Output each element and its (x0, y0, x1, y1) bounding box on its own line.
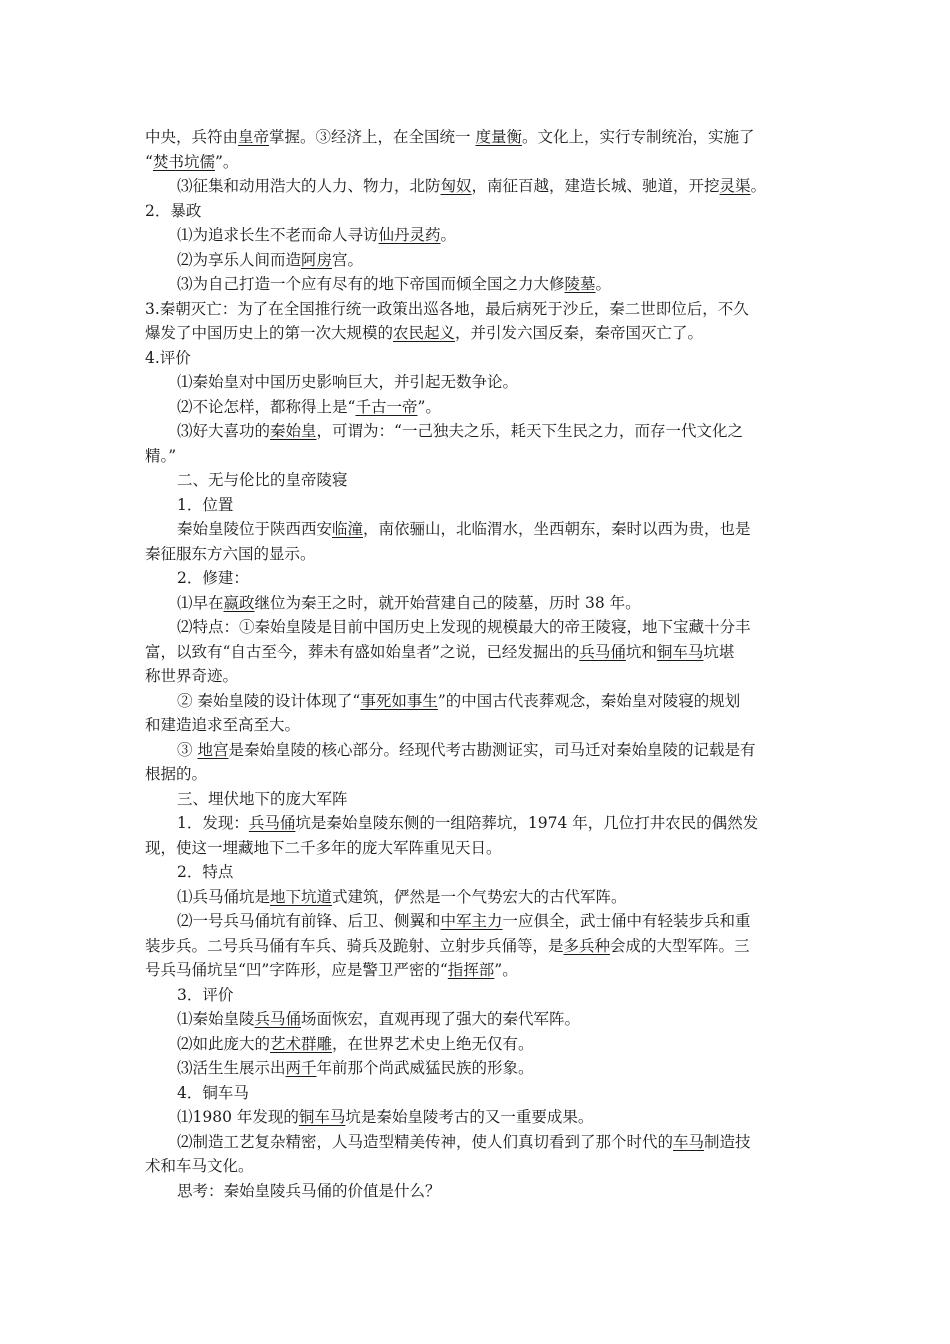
underlined-answer: 阿房 (301, 250, 333, 269)
text-line: 秦征服东方六国的显示。 (145, 544, 316, 563)
section-heading: 2．修建： (177, 569, 249, 587)
underlined-answer: 千古一帝 (355, 397, 418, 416)
section-heading: 4.评价 (145, 348, 191, 367)
underlined-answer: 中军主力 (440, 912, 503, 930)
underlined-answer: 兵马俑 (254, 1010, 302, 1028)
text-line: 称世界奇迹。 (145, 667, 239, 685)
underlined-answer: 铜车马 (656, 642, 704, 661)
text-line: 爆发了中国历史上的第一次大规模的农民起义，并引发六国反秦，秦帝国灭亡了。 (145, 324, 704, 342)
underlined-answer: 兵马俑 (248, 814, 296, 832)
text-line: 1．发现：兵马俑坑是秦始皇陵东侧的一组陪葬坑，1974 年，几位打井农民的偶然发 (177, 814, 759, 832)
text-line: 秦始皇陵位于陕西西安临潼，南依骊山，北临渭水，坐西朝东，秦时以西为贵，也是 (177, 520, 751, 538)
underlined-answer: 度量衡 (475, 128, 522, 146)
underlined-answer: 地下坑道 (270, 887, 333, 906)
text-line: “焚书坑儒”。 (145, 152, 239, 171)
question-line: 思考：秦始皇陵兵马俑的价值是什么？ (177, 1181, 441, 1200)
text-line: ⑴早在嬴政继位为秦王之时，就开始营建自己的陵墓，历时 38 年。 (177, 593, 641, 612)
text-line: 富，以致有“自古至今，葬未有盛如始皇者”之说，已经发掘出的兵马俑坑和铜车马坑堪 (145, 642, 735, 661)
text-line: 3.秦朝灭亡：为了在全国推行统一政策出巡各地，最后病死于沙丘，秦二世即位后，不久 (145, 299, 749, 318)
underlined-answer: 匈奴 (440, 177, 472, 195)
underlined-answer: 灵渠 (719, 177, 751, 195)
section-heading: 2．特点 (177, 863, 234, 881)
text-line: ③ 地宫是秦始皇陵的核心部分。经现代考古勘测证实，司马迁对秦始皇陵的记载是有 (177, 740, 756, 759)
text-line: ⑵为享乐人间而造阿房宫。 (177, 250, 364, 269)
text-line: ② 秦始皇陵的设计体现了“事死如事生”的中国古代丧葬观念，秦始皇对陵寝的规划 (177, 691, 741, 710)
text-line: ⑶好大喜功的秦始皇，可谓为：“一己独夫之乐，耗天下生民之力，而存一代文化之 (177, 422, 743, 440)
underlined-answer: 嬴政 (223, 593, 255, 612)
section-heading: 三、埋伏地下的庞大军阵 (177, 789, 348, 808)
section-heading: 3．评价 (177, 985, 234, 1004)
text-line: ⑵一号兵马俑坑有前锋、后卫、侧翼和中军主力一应俱全，武士俑中有轻装步兵和重 (177, 912, 751, 930)
text-line: ⑴兵马俑坑是地下坑道式建筑，俨然是一个气势宏大的古代军阵。 (177, 887, 627, 906)
text-line: ⑵如此庞大的艺术群雕，在世界艺术史上绝无仅有。 (177, 1034, 534, 1053)
underlined-answer: 兵马俑 (579, 642, 626, 661)
text-line: ⑴为追求长生不老而命人寻访仙丹灵药。 (177, 226, 457, 244)
underlined-answer: 皇帝 (238, 128, 270, 146)
document-body (145, 125, 813, 1203)
underlined-answer: 陵墓 (564, 275, 596, 293)
underlined-answer: 两千 (285, 1059, 317, 1077)
underlined-answer: 指挥部 (447, 961, 495, 979)
text-line: ⑴秦始皇陵兵马俑场面恢宏，直观再现了强大的秦代军阵。 (177, 1010, 581, 1028)
underlined-answer: 艺术群雕 (270, 1034, 333, 1053)
underlined-answer: 车马 (673, 1132, 705, 1151)
text-line: ⑴1980 年发现的铜车马坑是秦始皇陵考古的又一重要成果。 (177, 1108, 594, 1126)
text-line: ⑶征集和动用浩大的人力、物力，北防匈奴，南征百越，建造长城、驰道，开挖灵渠。 (177, 177, 767, 195)
text-line: 装步兵。二号兵马俑有车兵、骑兵及跪射、立射步兵俑等，是多兵种会成的大型军阵。三 (145, 936, 750, 955)
section-heading: 4．铜车马 (177, 1083, 249, 1102)
text-line: ⑵制造工艺复杂精密，人马造型精美传神，使人们真切看到了那个时代的车马制造技 (177, 1132, 751, 1151)
text-line: ⑶活生生展示出两千年前那个尚武威猛民族的形象。 (177, 1059, 534, 1077)
text-line: ⑵不论怎样，都称得上是“千古一帝”。 (177, 397, 441, 416)
text-line: ⑶为自己打造一个应有尽有的地下帝国而倾全国之力大修陵墓。 (177, 275, 612, 293)
text-line: ⑵特点：①秦始皇陵是目前中国历史上发现的规模最大的帝王陵寝，地下宝藏十分丰 (177, 618, 751, 636)
underlined-answer: 秦始皇 (270, 422, 317, 440)
underlined-answer: 仙丹灵药 (378, 226, 441, 244)
text-line: 术和车马文化。 (145, 1157, 254, 1175)
underlined-answer: 铜车马 (298, 1108, 346, 1126)
text-line: 现，使这一埋藏地下二千多年的庞大军阵重见天日。 (145, 838, 502, 857)
text-line: 精。” (145, 446, 177, 465)
underlined-answer: 多兵种 (563, 936, 611, 955)
underlined-answer: 临潼 (332, 520, 364, 538)
underlined-answer: 事死如事生 (360, 691, 438, 710)
text-line: ⑴秦始皇对中国历史影响巨大，并引起无数争论。 (177, 373, 519, 391)
underlined-answer: 地宫 (197, 740, 229, 759)
section-heading: 2．暴政 (145, 201, 202, 220)
text-line: 根据的。 (145, 765, 208, 783)
text-line: 和建造追求至高至大。 (145, 716, 301, 734)
text-line: 中央，兵符由皇帝掌握。③经济上，在全国统一 度量衡。文化上，实行专制统治，实施了 (145, 128, 755, 146)
underlined-answer: 焚书坑儒 (152, 152, 215, 171)
section-heading: 二、无与伦比的皇帝陵寝 (177, 471, 348, 489)
underlined-answer: 农民起义 (393, 324, 456, 342)
section-heading: 1．位置 (177, 495, 234, 514)
text-line: 号兵马俑坑呈“凹”字阵形，应是警卫严密的“指挥部”。 (145, 961, 518, 979)
